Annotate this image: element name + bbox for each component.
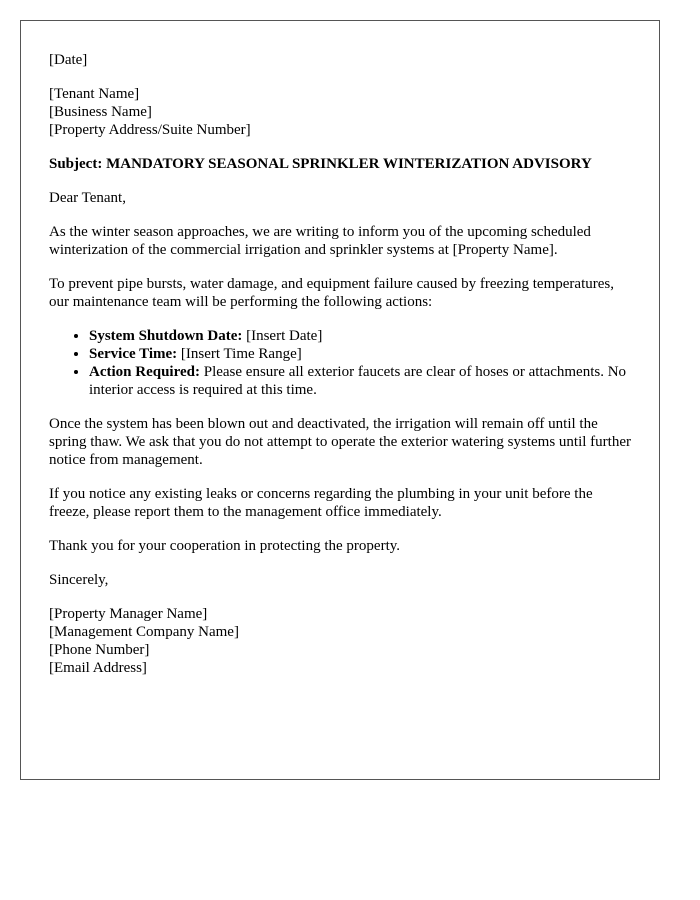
phone-number: [Phone Number] <box>49 642 150 658</box>
thanks-paragraph: Thank you for your cooperation in protecting the property. <box>49 538 401 554</box>
manager-name: [Property Manager Name] <box>49 606 208 622</box>
action-value: [Insert Date] <box>242 328 323 344</box>
action-item-shutdown <box>89 327 631 345</box>
subject-text: MANDATORY SEASONAL SPRINKLER WINTERIZATION ADVISORY <box>106 156 592 172</box>
after-paragraph: Once the system has been blown out and deactivated, the irrigation will remain off until the spring thaw. We ask that you do not attempt to operate the exterior watering systems until further notice from management. <box>49 416 631 468</box>
actions-list <box>49 327 631 399</box>
prevent-paragraph: To prevent pipe bursts, water damage, and equipment failure caused by freezing temperatures, our maintenance team will be performing the following actions: <box>49 276 614 310</box>
property-address: [Property Address/Suite Number] <box>49 122 251 138</box>
action-label: System Shutdown Date: <box>89 328 243 344</box>
sign-off: Sincerely, <box>49 572 109 588</box>
business-name: [Business Name] <box>49 104 152 120</box>
action-item-required <box>89 363 631 399</box>
email-address: [Email Address] <box>49 660 147 676</box>
date-line: [Date] <box>49 52 88 68</box>
leaks-paragraph: If you notice any existing leaks or concerns regarding the plumbing in your unit before the freeze, please report them to the management office immediately. <box>49 486 593 520</box>
action-value: Please ensure all exterior faucets are clear of hoses or attachments. No interior access is required at this time. <box>89 364 627 398</box>
intro-paragraph: As the winter season approaches, we are writing to inform you of the upcoming scheduled winterization of the commercial irrigation and sprinkler systems at [Property Name]. <box>49 224 591 258</box>
date-block <box>49 51 631 69</box>
tenant-name: [Tenant Name] <box>49 86 140 102</box>
letter-page <box>20 20 660 780</box>
greeting: Dear Tenant, <box>49 190 126 206</box>
action-value: [Insert Time Range] <box>177 346 302 362</box>
action-label: Action Required: <box>89 364 200 380</box>
action-item-service-time <box>89 345 631 363</box>
signature-block <box>49 605 631 677</box>
recipient-block <box>49 85 631 139</box>
company-name: [Management Company Name] <box>49 624 239 640</box>
subject-label: Subject: <box>49 156 103 172</box>
subject-line <box>49 155 631 173</box>
action-label: Service Time: <box>89 346 178 362</box>
